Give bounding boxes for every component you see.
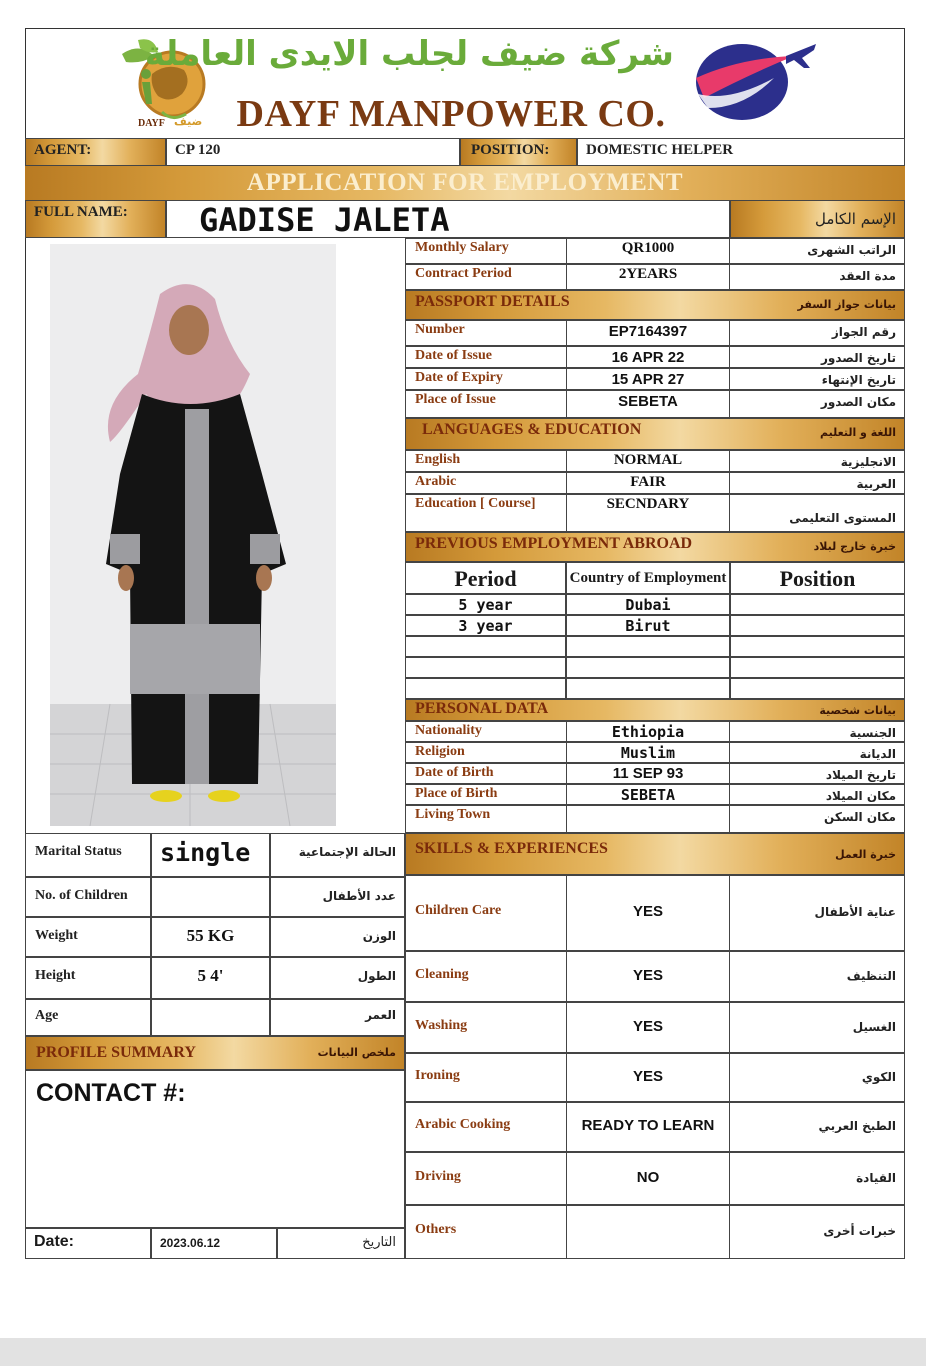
- body-data-row: [25, 877, 405, 917]
- passport-1-ar: تاريخ الصدور: [821, 351, 896, 365]
- prev-position-cell: [730, 615, 905, 636]
- skill-4-row: [405, 1102, 905, 1152]
- personal-0-ar: الجنسية: [849, 726, 896, 740]
- personal-2-row: [405, 763, 905, 784]
- skill-2-label: Washing: [415, 1018, 468, 1033]
- skill-3-label-cell: [405, 1053, 566, 1102]
- skill-0-ar: عناية الأطفال: [814, 905, 896, 919]
- skill-6-row: [405, 1205, 905, 1259]
- skill-6-label: Others: [415, 1222, 457, 1237]
- personal-1-row: [405, 742, 905, 763]
- body-data-row: [25, 917, 405, 957]
- lang-english-ar-cell: [730, 450, 905, 472]
- skill-1-ar: التنظيف: [846, 969, 896, 983]
- skill-0-label: Children Care: [415, 903, 502, 918]
- skill-4-ar: الطبخ العربي: [818, 1119, 896, 1133]
- body-value: 5 4': [197, 966, 224, 985]
- personal-2-label-cell: [405, 763, 566, 784]
- body-value-cell: [151, 957, 270, 999]
- prev-position-cell: [730, 657, 905, 678]
- personal-4-label: Living Town: [415, 807, 491, 822]
- previous-title-ar: خبرة خارج لبلاد: [813, 540, 896, 553]
- previous-title: PREVIOUS EMPLOYMENT ABROAD: [415, 535, 693, 552]
- contract-period-ar: مدة العقد: [839, 269, 896, 283]
- passport-0-value: EP7164397: [608, 323, 688, 340]
- passport-title: PASSPORT DETAILS: [415, 293, 570, 310]
- personal-3-value: SEBETA: [620, 786, 676, 804]
- body-label-cell: [25, 833, 151, 877]
- previous-row: [405, 636, 905, 657]
- prev-position-cell: [730, 594, 905, 615]
- personal-title: PERSONAL DATA: [415, 700, 549, 717]
- body-data-row: [25, 957, 405, 999]
- monthly-salary-label-cell: [405, 238, 566, 264]
- personal-3-value-cell: [566, 784, 730, 805]
- application-banner: [25, 166, 905, 200]
- body-label: Age: [35, 1008, 59, 1023]
- body-label: No. of Children: [35, 888, 128, 903]
- passport-3-label-cell: [405, 390, 566, 418]
- contact-box: [25, 1070, 405, 1228]
- passport-0-row: [405, 320, 905, 346]
- personal-3-label: Place of Birth: [415, 786, 498, 801]
- profile-summary-ar: ملخص البيانات: [317, 1046, 396, 1059]
- passport-0-label-cell: [405, 320, 566, 346]
- contract-period-label-cell: [405, 264, 566, 290]
- prev-period-cell: [405, 594, 566, 615]
- skill-3-row: [405, 1053, 905, 1102]
- passport-1-value-cell: [566, 346, 730, 368]
- lang-arabic-label: Arabic: [415, 474, 457, 489]
- passport-1-value: 16 APR 22: [611, 349, 685, 366]
- contract-period-label: Contract Period: [415, 266, 512, 281]
- body-ar-cell: [270, 999, 405, 1036]
- personal-1-label-cell: [405, 742, 566, 763]
- monthly-salary-label: Monthly Salary: [415, 240, 509, 255]
- position-value-cell: [577, 138, 905, 166]
- lang-arabic-value-cell: [566, 472, 730, 494]
- skill-2-ar: الغسيل: [852, 1020, 896, 1034]
- passport-2-value-cell: [566, 368, 730, 390]
- lang-education-value-cell: [566, 494, 730, 532]
- monthly-salary-ar: الراتب الشهرى: [807, 243, 896, 257]
- skill-4-label: Arabic Cooking: [415, 1117, 511, 1132]
- banner-title: APPLICATION FOR EMPLOYMENT: [246, 169, 684, 196]
- full-name-value-cell: [166, 200, 730, 238]
- skill-3-label: Ironing: [415, 1068, 460, 1083]
- personal-2-ar: تاريخ الميلاد: [825, 768, 896, 782]
- personal-3-row: [405, 784, 905, 805]
- previous-col-headers: [405, 562, 905, 594]
- prev-country-cell: [566, 594, 730, 615]
- skill-5-label: Driving: [415, 1169, 461, 1184]
- personal-2-value-cell: [566, 763, 730, 784]
- skill-3-value-cell: [566, 1053, 730, 1102]
- lang-english-value-cell: [566, 450, 730, 472]
- skill-5-value: NO: [636, 1169, 660, 1186]
- passport-2-value: 15 APR 27: [611, 371, 685, 388]
- passport-3-row: [405, 390, 905, 418]
- bottom-strip: [0, 1338, 926, 1366]
- body-label: Height: [35, 968, 76, 983]
- personal-3-label-cell: [405, 784, 566, 805]
- lang-arabic-label-cell: [405, 472, 566, 494]
- personal-4-ar: مكان السكن: [824, 810, 896, 824]
- previous-row: [405, 657, 905, 678]
- skills-title: SKILLS & EXPERIENCES: [415, 840, 608, 857]
- col-country-cell: [566, 562, 730, 594]
- passport-0-label: Number: [415, 322, 465, 337]
- body-value: single: [160, 838, 251, 867]
- body-label-cell: [25, 917, 151, 957]
- prev-position-cell: [730, 678, 905, 699]
- personal-1-value: Muslim: [620, 744, 676, 762]
- body-ar: العمر: [365, 1008, 396, 1022]
- body-value-cell: [151, 877, 270, 917]
- body-label: Marital Status: [35, 844, 122, 859]
- passport-0-ar-cell: [730, 320, 905, 346]
- body-ar-cell: [270, 833, 405, 877]
- previous-row: [405, 678, 905, 699]
- passport-3-value: SEBETA: [618, 393, 678, 410]
- skill-0-value: YES: [632, 903, 663, 920]
- col-country: Country of Employment: [569, 570, 727, 586]
- personal-4-label-cell: [405, 805, 566, 833]
- skill-6-value-cell: [566, 1205, 730, 1259]
- personal-4-value-cell: [566, 805, 730, 833]
- skill-1-value: YES: [632, 967, 663, 984]
- prev-position-cell: [730, 636, 905, 657]
- prev-period-cell: [405, 615, 566, 636]
- prev-period-cell: [405, 636, 566, 657]
- date-label-cell: [25, 1228, 151, 1259]
- lang-english-value: NORMAL: [613, 452, 683, 468]
- airplane-globe-icon: [690, 38, 820, 122]
- personal-2-value: 11 SEP 93: [612, 765, 684, 782]
- personal-header: [405, 699, 905, 721]
- skill-5-ar: القيادة: [856, 1171, 896, 1185]
- agent-value: CP 120: [175, 142, 221, 158]
- passport-0-value-cell: [566, 320, 730, 346]
- skill-6-ar-cell: [730, 1205, 905, 1259]
- personal-1-ar: الديانة: [859, 747, 896, 761]
- passport-2-label: Date of Expiry: [415, 370, 503, 385]
- position-value: DOMESTIC HELPER: [586, 142, 734, 158]
- lang-education-label-cell: [405, 494, 566, 532]
- body-label-cell: [25, 957, 151, 999]
- body-data-row: [25, 833, 405, 877]
- personal-0-value: Ethiopia: [611, 723, 685, 741]
- skill-0-label-cell: [405, 875, 566, 951]
- skill-4-ar-cell: [730, 1102, 905, 1152]
- passport-title-ar: بيانات جواز السفر: [797, 298, 896, 311]
- body-value-cell: [151, 999, 270, 1036]
- body-label-cell: [25, 999, 151, 1036]
- full-name-ar: الإسم الكامل: [814, 210, 896, 228]
- languages-header: [405, 418, 905, 450]
- passport-header: [405, 290, 905, 320]
- passport-3-ar-cell: [730, 390, 905, 418]
- monthly-salary-value-cell: [566, 238, 730, 264]
- lang-english-label-cell: [405, 450, 566, 472]
- skill-2-row: [405, 1002, 905, 1053]
- body-value-cell: [151, 833, 270, 877]
- full-name-ar-cell: [730, 200, 905, 238]
- previous-row: [405, 615, 905, 636]
- skill-3-value: YES: [632, 1068, 663, 1085]
- col-position-cell: [730, 562, 905, 594]
- date-ar-cell: [277, 1228, 405, 1259]
- skill-1-label-cell: [405, 951, 566, 1002]
- lang-arabic-ar-cell: [730, 472, 905, 494]
- passport-1-ar-cell: [730, 346, 905, 368]
- prev-country: Dubai: [625, 596, 671, 614]
- personal-title-ar: بيانات شخصية: [819, 704, 896, 717]
- applicant-photo: [50, 244, 336, 826]
- lang-education-value: SECNDARY: [606, 496, 690, 512]
- lang-english-row: [405, 450, 905, 472]
- company-name-arabic: شركة ضيف لجلب الايدى العاملة: [144, 34, 674, 74]
- contact-label: CONTACT #:: [36, 1079, 186, 1107]
- body-ar: الطول: [357, 969, 396, 983]
- lang-arabic-row: [405, 472, 905, 494]
- lang-education-ar: المستوى التعليمى: [789, 511, 896, 525]
- date-value: 2023.06.12: [160, 1236, 221, 1250]
- personal-4-ar-cell: [730, 805, 905, 833]
- passport-2-ar-cell: [730, 368, 905, 390]
- full-name-value: GADISE JALETA: [199, 201, 450, 238]
- personal-3-ar: مكان الميلاد: [825, 789, 896, 803]
- personal-0-row: [405, 721, 905, 742]
- previous-row: [405, 594, 905, 615]
- passport-0-ar: رقم الجواز: [831, 325, 896, 339]
- personal-0-value-cell: [566, 721, 730, 742]
- full-name-label: FULL NAME:: [34, 204, 128, 220]
- prev-country-cell: [566, 657, 730, 678]
- lang-english-ar: الانجليزية: [840, 455, 896, 469]
- skill-0-ar-cell: [730, 875, 905, 951]
- passport-3-value-cell: [566, 390, 730, 418]
- full-name-label-cell: [25, 200, 166, 238]
- skill-5-label-cell: [405, 1152, 566, 1205]
- skill-2-ar-cell: [730, 1002, 905, 1053]
- personal-0-label-cell: [405, 721, 566, 742]
- date-label: Date:: [34, 1233, 75, 1250]
- prev-country-cell: [566, 636, 730, 657]
- personal-2-ar-cell: [730, 763, 905, 784]
- skill-2-value-cell: [566, 1002, 730, 1053]
- body-ar: عدد الأطفال: [322, 889, 396, 903]
- body-ar: الوزن: [362, 929, 396, 943]
- skill-1-label: Cleaning: [415, 967, 469, 982]
- col-period: Period: [454, 566, 517, 591]
- personal-0-ar-cell: [730, 721, 905, 742]
- prev-country-cell: [566, 615, 730, 636]
- personal-1-value-cell: [566, 742, 730, 763]
- passport-1-label-cell: [405, 346, 566, 368]
- airplane-logo: [690, 38, 820, 122]
- lang-arabic-value: FAIR: [630, 474, 666, 490]
- body-label-cell: [25, 877, 151, 917]
- skill-1-row: [405, 951, 905, 1002]
- col-position: Position: [779, 566, 856, 591]
- personal-0-label: Nationality: [415, 723, 482, 738]
- position-label: POSITION:: [471, 142, 550, 158]
- passport-2-label-cell: [405, 368, 566, 390]
- body-value: 55 KG: [186, 926, 235, 945]
- body-label: Weight: [35, 928, 78, 943]
- skill-4-value-cell: [566, 1102, 730, 1152]
- monthly-salary-row: [405, 238, 905, 264]
- skill-1-ar-cell: [730, 951, 905, 1002]
- prev-period: 5 year: [458, 596, 513, 614]
- passport-2-ar: تاريخ الإنتهاء: [821, 373, 896, 387]
- profile-summary-header: [25, 1036, 405, 1070]
- lang-education-row: [405, 494, 905, 532]
- skill-1-value-cell: [566, 951, 730, 1002]
- prev-period: 3 year: [458, 617, 513, 635]
- prev-period-cell: [405, 657, 566, 678]
- agent-label-cell: [25, 138, 166, 166]
- skill-6-ar: خبرات أخرى: [823, 1224, 896, 1238]
- lang-english-label: English: [415, 452, 461, 467]
- logo-small-ar: ضيف: [174, 115, 203, 128]
- col-period-cell: [405, 562, 566, 594]
- lang-arabic-ar: العربية: [856, 477, 896, 491]
- personal-2-label: Date of Birth: [415, 765, 494, 780]
- skill-5-ar-cell: [730, 1152, 905, 1205]
- contract-period-row: [405, 264, 905, 290]
- prev-country-cell: [566, 678, 730, 699]
- skill-4-label-cell: [405, 1102, 566, 1152]
- passport-3-ar: مكان الصدور: [820, 395, 896, 409]
- profile-summary-title: PROFILE SUMMARY: [36, 1044, 196, 1061]
- personal-1-label: Religion: [415, 744, 465, 759]
- previous-header: [405, 532, 905, 562]
- contract-period-value-cell: [566, 264, 730, 290]
- passport-3-label: Place of Issue: [415, 392, 496, 407]
- body-data-row: [25, 999, 405, 1036]
- passport-1-row: [405, 346, 905, 368]
- languages-title-ar: اللغة و التعليم: [820, 426, 896, 439]
- lang-education-ar-cell: [730, 494, 905, 532]
- body-ar-cell: [270, 917, 405, 957]
- skill-0-row: [405, 875, 905, 951]
- personal-4-row: [405, 805, 905, 833]
- personal-3-ar-cell: [730, 784, 905, 805]
- skill-3-ar: الكوي: [861, 1070, 896, 1084]
- date-ar: التاريخ: [362, 1235, 396, 1250]
- skill-2-value: YES: [632, 1018, 663, 1035]
- skills-header: [405, 833, 905, 875]
- body-ar-cell: [270, 957, 405, 999]
- body-ar-cell: [270, 877, 405, 917]
- skill-4-value: READY TO LEARN: [581, 1117, 715, 1134]
- passport-1-label: Date of Issue: [415, 348, 492, 363]
- monthly-salary-ar-cell: [730, 238, 905, 264]
- position-label-cell: [460, 138, 577, 166]
- monthly-salary-value: QR1000: [621, 240, 675, 256]
- skill-5-value-cell: [566, 1152, 730, 1205]
- date-value-cell: [151, 1228, 277, 1259]
- contract-period-value: 2YEARS: [618, 266, 678, 282]
- company-name-english: DAYF MANPOWER CO.: [236, 93, 666, 135]
- skill-5-row: [405, 1152, 905, 1205]
- contract-period-ar-cell: [730, 264, 905, 290]
- lang-education-label: Education [ Course]: [415, 496, 536, 511]
- body-value-cell: [151, 917, 270, 957]
- languages-title: LANGUAGES & EDUCATION: [422, 421, 642, 438]
- agent-label: AGENT:: [34, 142, 92, 158]
- prev-period-cell: [405, 678, 566, 699]
- prev-country: Birut: [625, 617, 671, 635]
- agent-value-cell: [166, 138, 460, 166]
- skill-3-ar-cell: [730, 1053, 905, 1102]
- skill-0-value-cell: [566, 875, 730, 951]
- skills-title-ar: خبرة العمل: [835, 848, 896, 861]
- passport-2-row: [405, 368, 905, 390]
- skill-2-label-cell: [405, 1002, 566, 1053]
- skill-6-label-cell: [405, 1205, 566, 1259]
- body-ar: الحالة الإجتماعية: [298, 845, 396, 859]
- logo-small-en: DAYF: [138, 118, 165, 129]
- personal-1-ar-cell: [730, 742, 905, 763]
